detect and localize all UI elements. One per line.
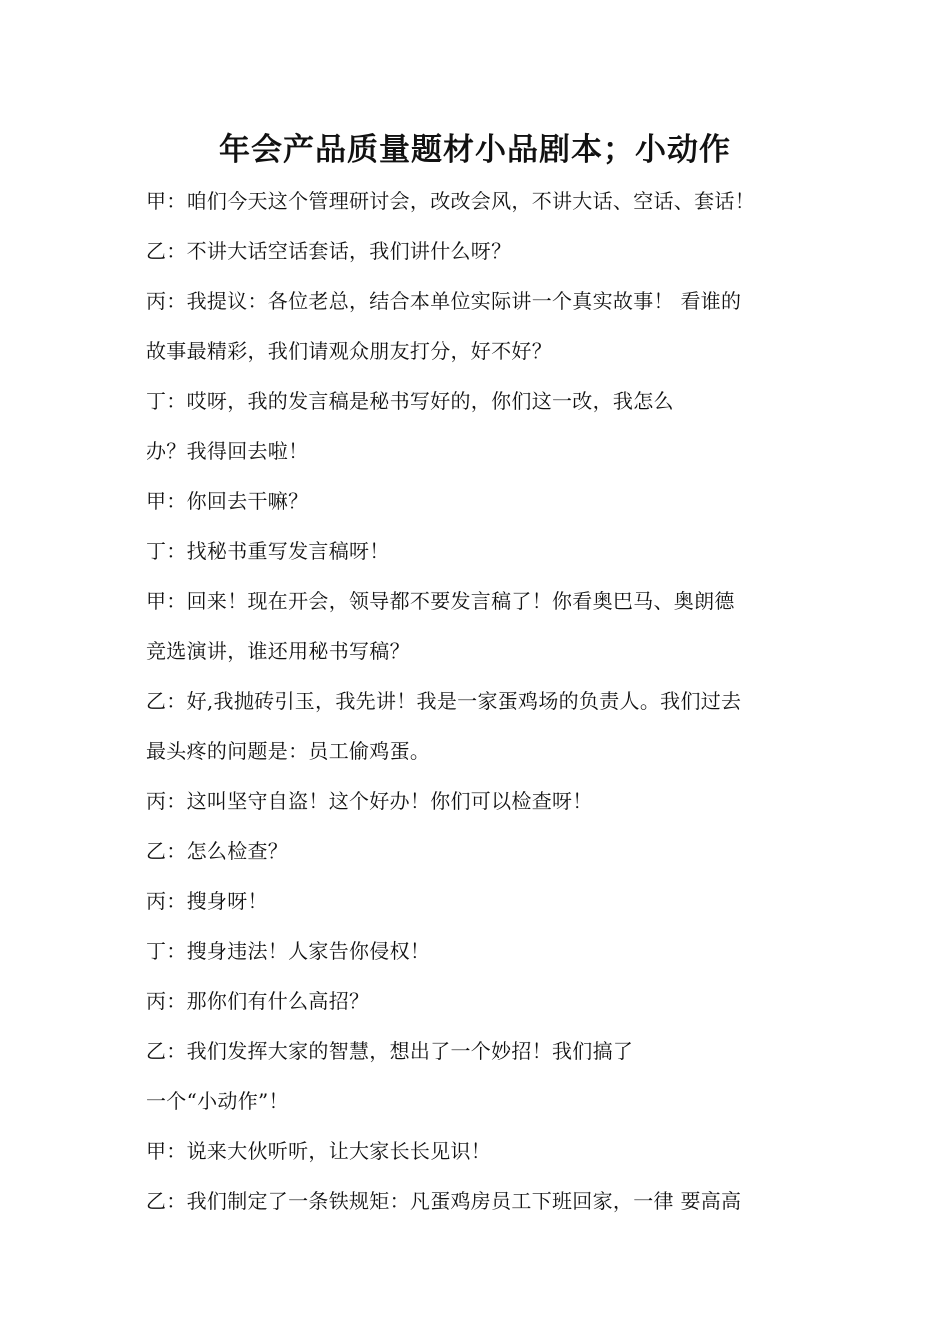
script-line: 丙：搜身呀！ bbox=[146, 889, 268, 913]
script-line: 一个“小动作”！ bbox=[146, 1089, 289, 1113]
script-line: 乙：不讲大话空话套话，我们讲什么呀？ bbox=[146, 239, 512, 263]
document-title: 年会产品质量题材小品剧本；小动作 bbox=[219, 132, 731, 168]
script-line: 故事最精彩，我们请观众朋友打分，好不好？ bbox=[146, 339, 552, 363]
script-line: 丁：搜身违法！人家告你侵权！ bbox=[146, 939, 431, 963]
script-line: 乙：我们制定了一条铁规矩：凡蛋鸡房员工下班回家，一律 要高高 bbox=[146, 1189, 742, 1213]
script-line: 乙：我们发挥大家的智慧，想出了一个妙招！我们搞了 bbox=[146, 1039, 634, 1063]
script-line: 最头疼的问题是：员工偷鸡蛋。 bbox=[146, 739, 431, 763]
script-line: 甲：你回去干嘛？ bbox=[146, 489, 309, 513]
script-line: 丙：这叫坚守自盗！这个好办！你们可以检查呀！ bbox=[146, 789, 593, 813]
script-line: 甲：咱们今天这个管理研讨会，改改会风，不讲大话、空话、套话！ bbox=[146, 189, 755, 213]
script-line: 丙：我提议：各位老总，结合本单位实际讲一个真实故事！ 看谁的 bbox=[146, 289, 742, 313]
script-line: 乙：怎么检查？ bbox=[146, 839, 289, 863]
script-line: 竞选演讲，谁还用秘书写稿？ bbox=[146, 639, 410, 663]
script-line: 丙：那你们有什么高招？ bbox=[146, 989, 370, 1013]
script-line: 丁：哎呀，我的发言稿是秘书写好的，你们这一改，我怎么 bbox=[146, 389, 674, 413]
script-line: 办？我得回去啦！ bbox=[146, 439, 309, 463]
script-line: 乙：好,我抛砖引玉，我先讲！我是一家蛋鸡场的负责人。我们过去 bbox=[146, 689, 742, 713]
script-line: 丁：找秘书重写发言稿呀！ bbox=[146, 539, 390, 563]
script-body bbox=[146, 182, 816, 1232]
script-line: 甲：回来！现在开会，领导都不要发言稿了！你看奥巴马、奥朗德 bbox=[146, 589, 735, 613]
script-line: 甲：说来大伙听听，让大家长长见识！ bbox=[146, 1139, 492, 1163]
